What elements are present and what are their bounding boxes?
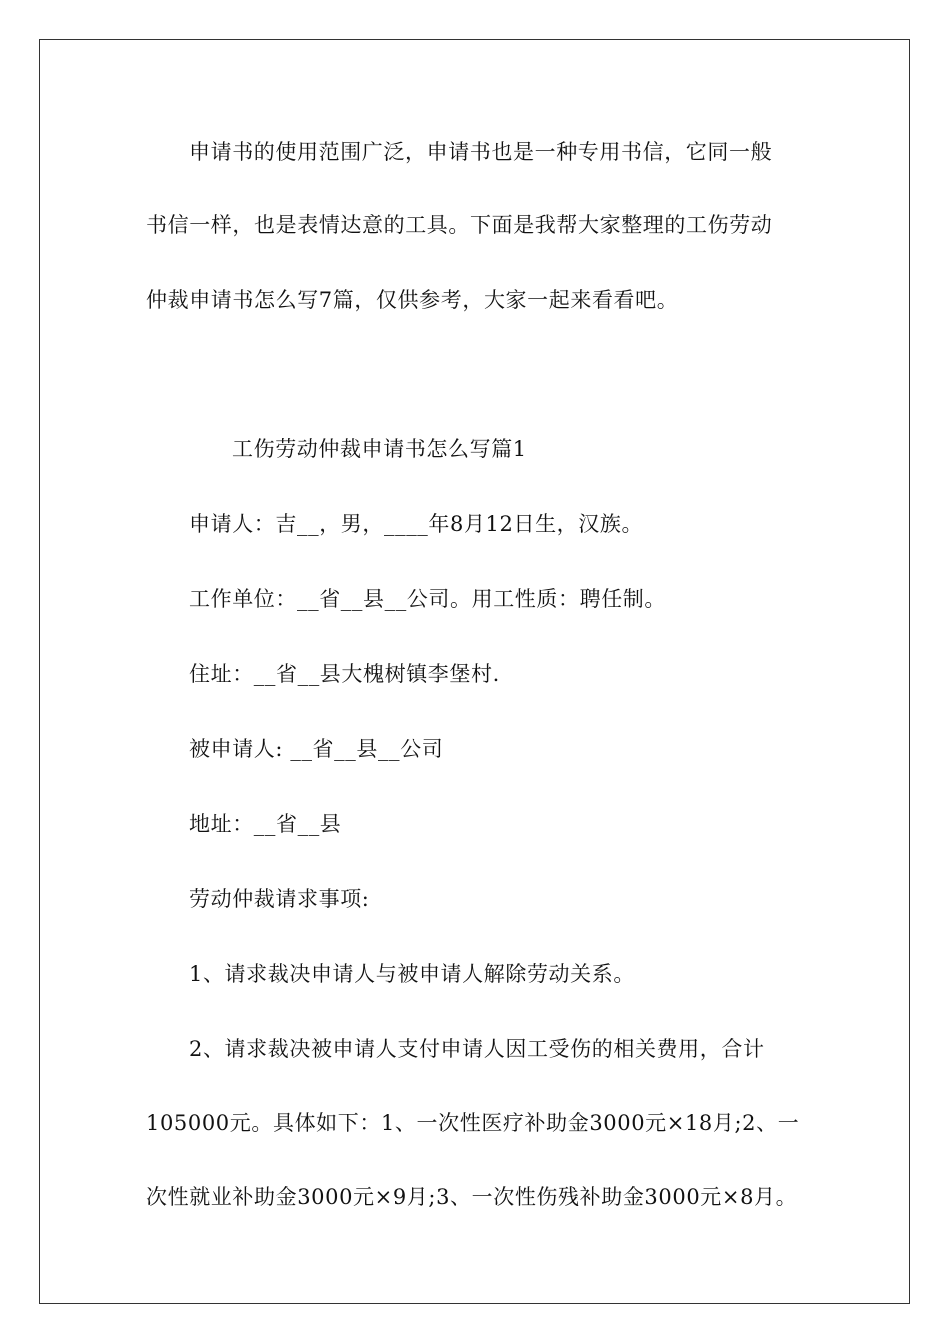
work-unit-line: 工作单位：__省__县__公司。用工性质：聘任制。 xyxy=(189,587,666,611)
claim-1-line: 1、请求裁决申请人与被申请人解除劳动关系。 xyxy=(189,962,635,986)
address-line: 住址：__省__县大槐树镇李堡村. xyxy=(189,662,500,686)
claim-2-line-3: 次性就业补助金3000元×9月;3、一次性伤残补助金3000元×8月。 xyxy=(146,1185,798,1209)
claim-2-line-1: 2、请求裁决被申请人支付申请人因工受伤的相关费用，合计 xyxy=(189,1037,765,1061)
intro-paragraph-line-3: 仲裁申请书怎么写7篇，仅供参考，大家一起来看看吧。 xyxy=(146,288,679,312)
respondent-address-line: 地址：__省__县 xyxy=(189,812,342,836)
intro-paragraph-line-1: 申请书的使用范围广泛，申请书也是一种专用书信，它同一般 xyxy=(189,140,773,164)
applicant-line: 申请人：吉__，男，____年8月12日生，汉族。 xyxy=(189,512,644,536)
intro-paragraph-line-2: 书信一样，也是表情达意的工具。下面是我帮大家整理的工伤劳动 xyxy=(146,213,773,237)
respondent-line: 被申请人: __省__县__公司 xyxy=(189,737,444,761)
section-title: 工伤劳动仲裁申请书怎么写篇1 xyxy=(232,437,527,461)
claim-2-line-2: 105000元。具体如下：1、一次性医疗补助金3000元×18月;2、一 xyxy=(146,1111,800,1135)
claims-heading: 劳动仲裁请求事项: xyxy=(189,887,370,911)
